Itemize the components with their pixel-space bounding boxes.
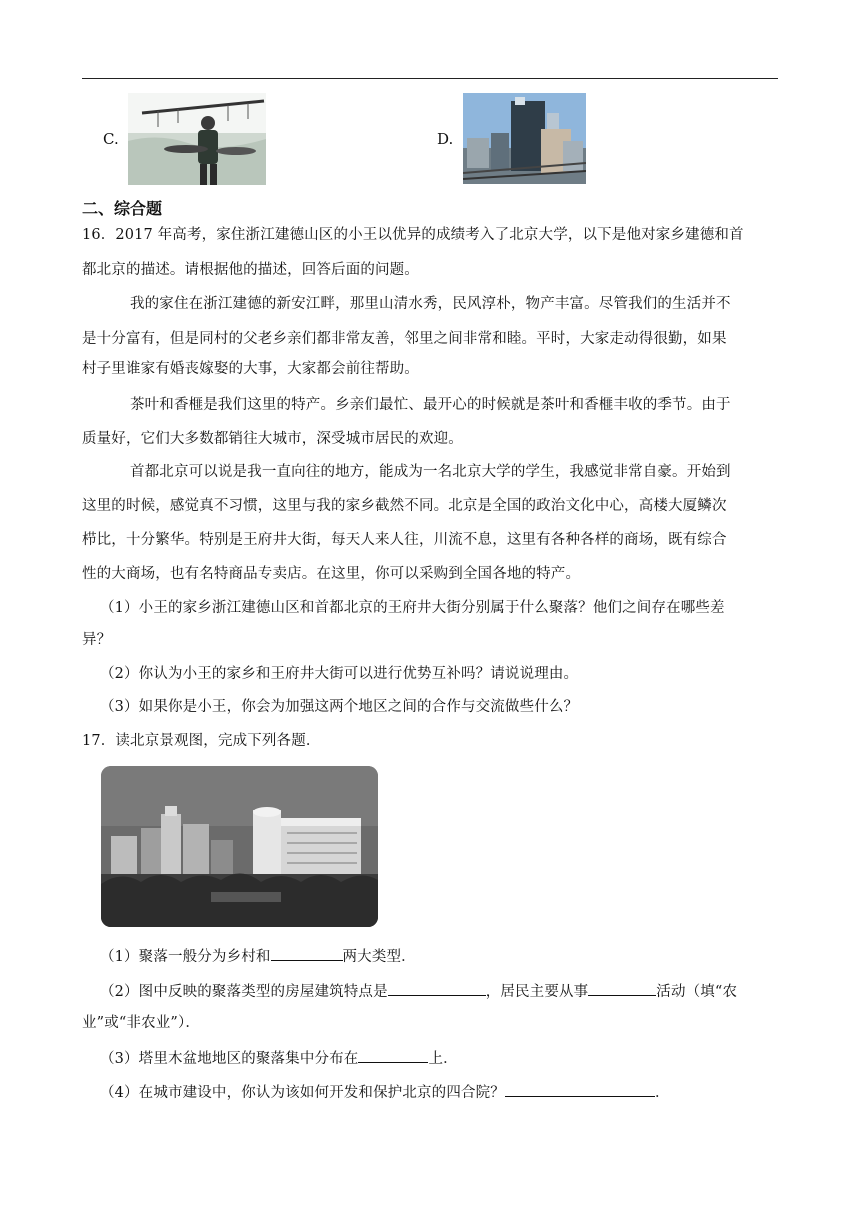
option-d-label: D. bbox=[437, 130, 454, 148]
q16-paragraph-2-line-2: 质量好，它们大多数都销往大城市，深受城市居民的欢迎。 bbox=[82, 431, 463, 447]
q17-subquestion-4 bbox=[100, 1081, 800, 1103]
q17-subquestion-3 bbox=[100, 1047, 800, 1069]
q17-s2-text-b: ，居民主要从事 bbox=[485, 984, 589, 1000]
q16-intro-line-2: 都北京的描述。请根据他的描述，回答后面的问题。 bbox=[82, 262, 419, 278]
answer-blank-5[interactable] bbox=[505, 1081, 655, 1097]
q17-s3-text-a: （3）塔里木盆地地区的聚落集中分布在 bbox=[100, 1051, 359, 1067]
q16-subquestion-1-line-2: 异？ bbox=[82, 632, 112, 648]
q16-paragraph-1-line-1: 我的家住在浙江建德的新安江畔，那里山清水秀，民风淳朴，物产丰富。尽管我们的生活并不 bbox=[130, 296, 731, 312]
q17-intro: 17．读北京景观图，完成下列各题． bbox=[82, 733, 321, 749]
top-rule bbox=[82, 78, 778, 79]
q17-s1-text-a: （1）聚落一般分为乡村和 bbox=[100, 949, 271, 965]
q16-paragraph-3-line-3: 栉比，十分繁华。特别是王府井大街，每天人来人往，川流不息，这里有各种各样的商场，既有综合 bbox=[82, 532, 727, 548]
q16-paragraph-1-line-3: 村子里谁家有婚丧嫁娶的大事，大家都会前往帮助。 bbox=[82, 361, 419, 377]
answer-blank-1[interactable] bbox=[271, 945, 343, 961]
beijing-skyline-photo bbox=[101, 766, 378, 927]
city-skyscrapers-photo bbox=[463, 93, 586, 184]
q17-s2-text-a: （2）图中反映的聚落类型的房屋建筑特点是 bbox=[100, 984, 388, 1000]
q16-paragraph-1-line-2: 是十分富有，但是同村的父老乡亲们都非常友善，邻里之间非常和睦。平时，大家走动得很勤，如果 bbox=[82, 331, 727, 347]
q16-subquestion-2: （2）你认为小王的家乡和王府井大街可以进行优势互补吗？请说说理由。 bbox=[100, 666, 579, 682]
option-c-label: C. bbox=[103, 130, 119, 148]
q17-s4-text-a: （4）在城市建设中，你认为该如何开发和保护北京的四合院？ bbox=[100, 1085, 505, 1101]
q17-subquestion-2-line-1 bbox=[100, 980, 800, 1002]
q16-subquestion-3: （3）如果你是小王，你会为加强这两个地区之间的合作与交流做些什么？ bbox=[100, 699, 579, 715]
fish-farming-photo bbox=[128, 93, 266, 185]
q16-paragraph-2-line-1: 茶叶和香榧是我们这里的特产。乡亲们最忙、最开心的时候就是茶叶和香榧丰收的季节。由于 bbox=[130, 397, 731, 413]
q17-s4-text-b: ． bbox=[654, 1085, 670, 1101]
answer-blank-4[interactable] bbox=[358, 1047, 428, 1063]
q16-subquestion-1-line-1: （1）小王的家乡浙江建德山区和首都北京的王府井大街分别属于什么聚落？他们之间存在哪些差 bbox=[100, 600, 725, 616]
q17-s3-text-b: 上． bbox=[428, 1051, 458, 1067]
q16-paragraph-3-line-2: 这里的时候，感觉真不习惯，这里与我的家乡截然不同。北京是全国的政治文化中心，高楼大厦鳞次 bbox=[82, 498, 727, 514]
q16-paragraph-3-line-4: 性的大商场，也有名特商品专卖店。在这里，你可以采购到全国各地的特产。 bbox=[82, 566, 581, 582]
section-title: 二、综合题 bbox=[82, 199, 163, 218]
q17-s1-text-b: 两大类型． bbox=[342, 949, 416, 965]
q17-subquestion-1 bbox=[100, 945, 800, 967]
q17-s2-text-c: 活动（填“农 bbox=[656, 984, 738, 1000]
q16-intro-line-1: 16．2017 年高考，家住浙江建德山区的小王以优异的成绩考入了北京大学，以下是他对家乡建德和首 bbox=[82, 227, 744, 243]
answer-blank-3[interactable] bbox=[588, 980, 656, 996]
answer-blank-2[interactable] bbox=[388, 980, 486, 996]
q16-paragraph-3-line-1: 首都北京可以说是我一直向往的地方，能成为一名北京大学的学生，我感觉非常自豪。开始到 bbox=[130, 464, 731, 480]
q17-subquestion-2-line-2: 业”或“非农业”）． bbox=[82, 1015, 200, 1031]
